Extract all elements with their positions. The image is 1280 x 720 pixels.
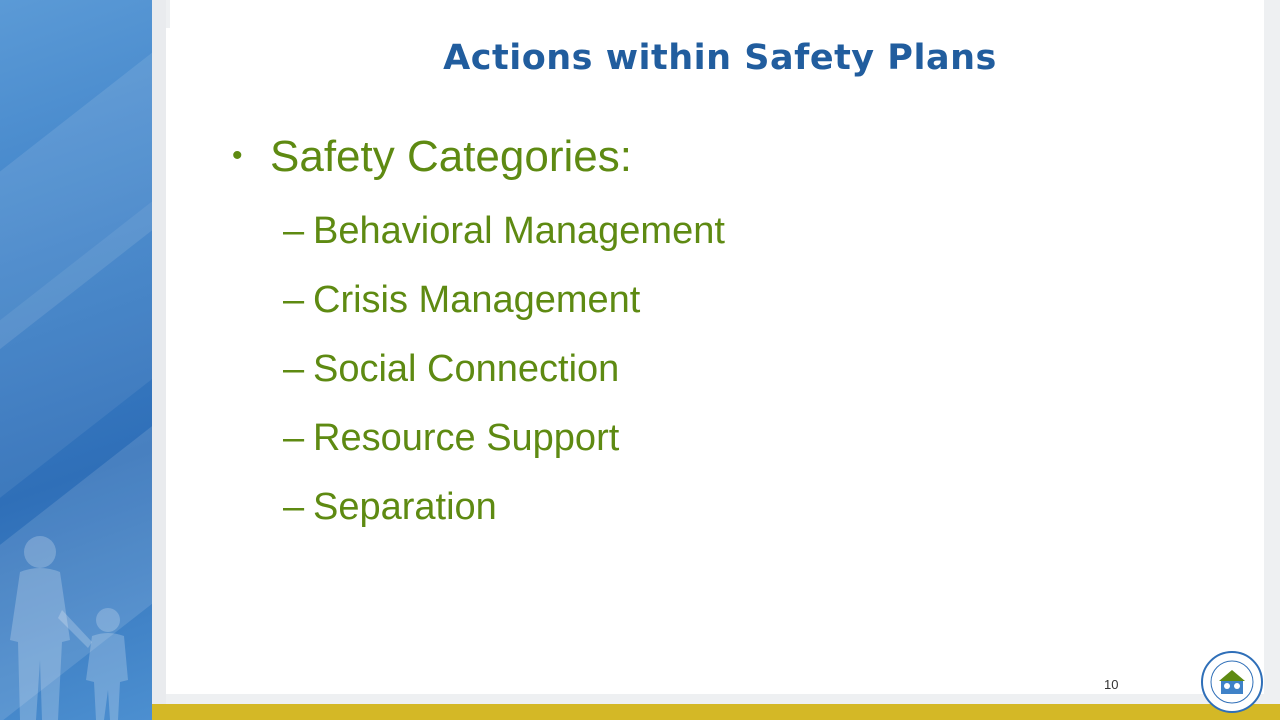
right-edge [1264, 0, 1280, 704]
dash-icon: – [283, 486, 305, 528]
panel-divider [152, 0, 166, 720]
bullet-dot-icon: • [232, 139, 243, 172]
sub-bullet-list [283, 205, 725, 550]
list-item-text: Social Connection [313, 348, 620, 390]
list-item [283, 412, 725, 481]
parent-child-silhouette-icon [0, 520, 152, 720]
left-decorative-panel [0, 0, 152, 720]
page-number: 10 [1104, 677, 1119, 692]
main-bullet [232, 132, 632, 182]
dash-icon: – [283, 417, 305, 459]
bottom-accent-bar [152, 704, 1280, 720]
list-item [283, 205, 725, 274]
list-item-text: Resource Support [313, 417, 620, 459]
list-item [283, 343, 725, 412]
list-item-text: Crisis Management [313, 279, 641, 321]
list-item-text: Behavioral Management [313, 210, 725, 252]
slide-title: Actions within Safety Plans [443, 38, 997, 78]
list-item-text: Separation [313, 486, 497, 528]
dash-icon: – [283, 279, 305, 321]
top-strip [170, 0, 1264, 28]
list-item [283, 481, 725, 550]
dash-icon: – [283, 348, 305, 390]
dash-icon: – [283, 210, 305, 252]
list-item [283, 274, 725, 343]
main-bullet-text: Safety Categories: [270, 132, 632, 181]
florida-dcf-seal-icon [1200, 650, 1264, 714]
